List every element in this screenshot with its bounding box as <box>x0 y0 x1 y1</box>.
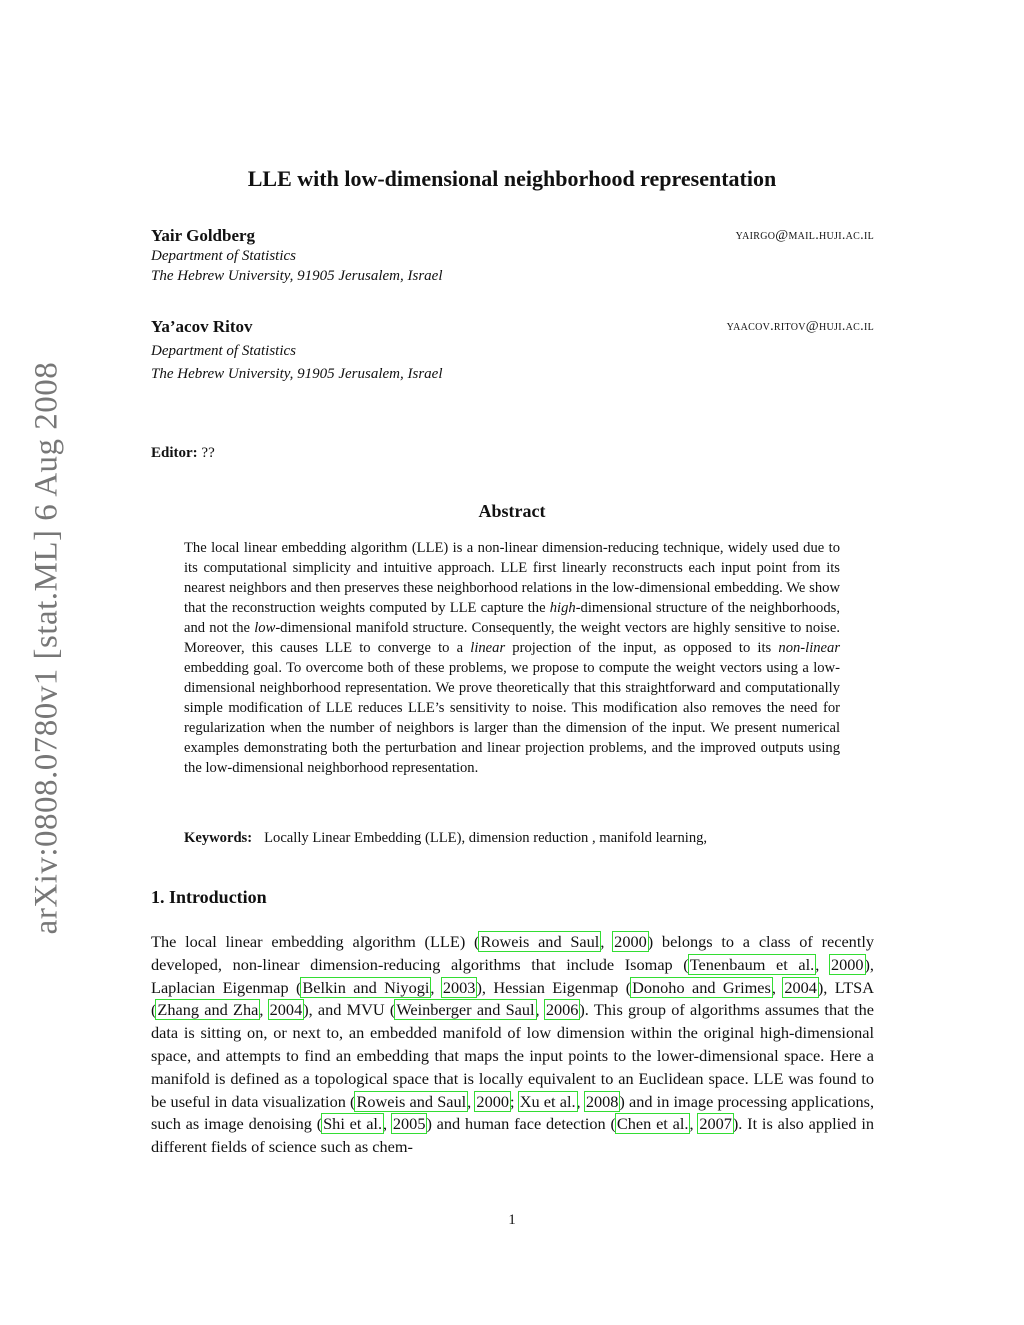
paper-title: LLE with low-dimensional neighborhood representation <box>247 166 777 191</box>
citation-link[interactable]: Xu et al. <box>519 1091 576 1111</box>
citation-link[interactable]: 2000 <box>614 932 647 951</box>
citation-link[interactable]: 2004 <box>784 977 817 997</box>
author-1-name: Yair Goldberg <box>151 226 256 245</box>
citation-link[interactable]: Weinberger and Saul <box>396 1000 535 1020</box>
editor-value: ?? <box>201 445 215 461</box>
abstract-heading: Abstract <box>478 501 546 521</box>
citation-link[interactable]: 2000 <box>476 1091 509 1111</box>
citation-link[interactable]: Shi et al. <box>323 1114 383 1134</box>
introduction-paragraph: The local linear embedding algorithm (LLE) (Roweis and Saul, 2000) belongs to a class of recently developed, non-linear dimension-reducing algorithms that include Isomap (Tenenbaum et al., 2000), Laplacian Eigenmap (Belkin and Niyogi, 2003), Hessian Eigenmap (Donoho and Grimes, 2004), LTSA (Zhang and Zha, 2004), and MVU (Weinberger and Saul, 2006). This group of algorithms assumes that the data is sitting on, or next to, an embedded manifold of low dimension within the original high-dimensional space, and attempts to find an embedding that maps the input points to the lower-dimensional space. Here a manifold is defined as a topological space that is locally equivalent to an Euclidean space. LLE was found to be useful in data visualization (Roweis and Saul, 2000; Xu et al., 2008) and in image processing applications, such as image denoising (Shi et al., 2005) and human face detection (Chen et al., 2007). It is also applied in different fields of science such as chem- <box>151 932 875 1157</box>
citation-link[interactable]: 2006 <box>545 1000 579 1020</box>
citation-link[interactable]: 2003 <box>442 977 476 997</box>
citation-link[interactable]: Tenenbaum et al. <box>689 954 815 974</box>
keywords <box>184 828 844 848</box>
editor-line <box>151 445 215 462</box>
citation-link[interactable]: Belkin and Niyogi <box>302 977 430 997</box>
keywords-label: Keywords: <box>184 830 253 846</box>
arxiv-stamp: arXiv:0808.0780v1 [stat.ML] 6 Aug 2008 <box>28 361 65 935</box>
author-1-university: The Hebrew University, 91905 Jerusalem, Israel <box>151 268 443 284</box>
citation-link[interactable]: Chen et al. <box>616 1114 689 1134</box>
keywords-text: Locally Linear Embedding (LLE), dimension reduction , manifold learning, <box>264 830 708 846</box>
page-number: 1 <box>508 1212 516 1228</box>
author-2-name: Ya’acov Ritov <box>151 317 253 336</box>
author-1-email[interactable]: yairgo@mail.huji.ac.il <box>735 228 874 243</box>
citation-link[interactable]: 2000 <box>830 954 864 974</box>
citation-link[interactable]: 2005 <box>392 1114 426 1134</box>
citation-link[interactable]: Zhang and Zha <box>157 1000 259 1020</box>
author-2-university: The Hebrew University, 91905 Jerusalem, Israel <box>151 366 443 382</box>
citation-link[interactable]: Donoho and Grimes <box>632 977 771 997</box>
editor-label: Editor: <box>151 445 198 461</box>
citation-link[interactable]: 2008 <box>585 1091 619 1111</box>
citation-link[interactable]: Roweis and Saul <box>356 1091 467 1111</box>
author-1-department: Department of Statistics <box>151 248 296 264</box>
abstract-text: The local linear embedding algorithm (LLE) is a non-linear dimension-reducing technique, widely used due to its computational simplicity and intuitive approach. LLE first linearly reconstructs each input point from its nearest neighbors and then preserves these neighborhood relations in the low-dimensional embedding. We show that the reconstruction weights computed by LLE capture the high-dimensional structure of the neighborhoods, and not the low-dimensional manifold structure. Consequently, the weight vectors are highly sensitive to noise. Moreover, this causes LLE to converge to a linear projection of the input, as opposed to its non-linear embedding goal. To overcome both of these problems, we propose to compute the weight vectors using a low-dimensional neighborhood representation. We prove theoretically that this straightforward and computationally simple modification of LLE reduces LLE’s sensitivity to noise. This modification also removes the need for regularization when the number of neighbors is larger than the dimension of the input. We present numerical examples demonstrating both the perturbation and linear projection problems, and the improved outputs using the low-dimensional neighborhood representation. <box>184 540 841 776</box>
author-2-department: Department of Statistics <box>151 343 296 359</box>
citation-link[interactable]: 2007 <box>699 1114 732 1134</box>
citation-link[interactable]: Roweis and Saul <box>480 932 600 951</box>
author-2-email[interactable]: yaacov.ritov@huji.ac.il <box>726 319 874 334</box>
section-heading-introduction: 1. Introduction <box>151 887 267 907</box>
citation-link[interactable]: 2004 <box>269 1000 303 1020</box>
